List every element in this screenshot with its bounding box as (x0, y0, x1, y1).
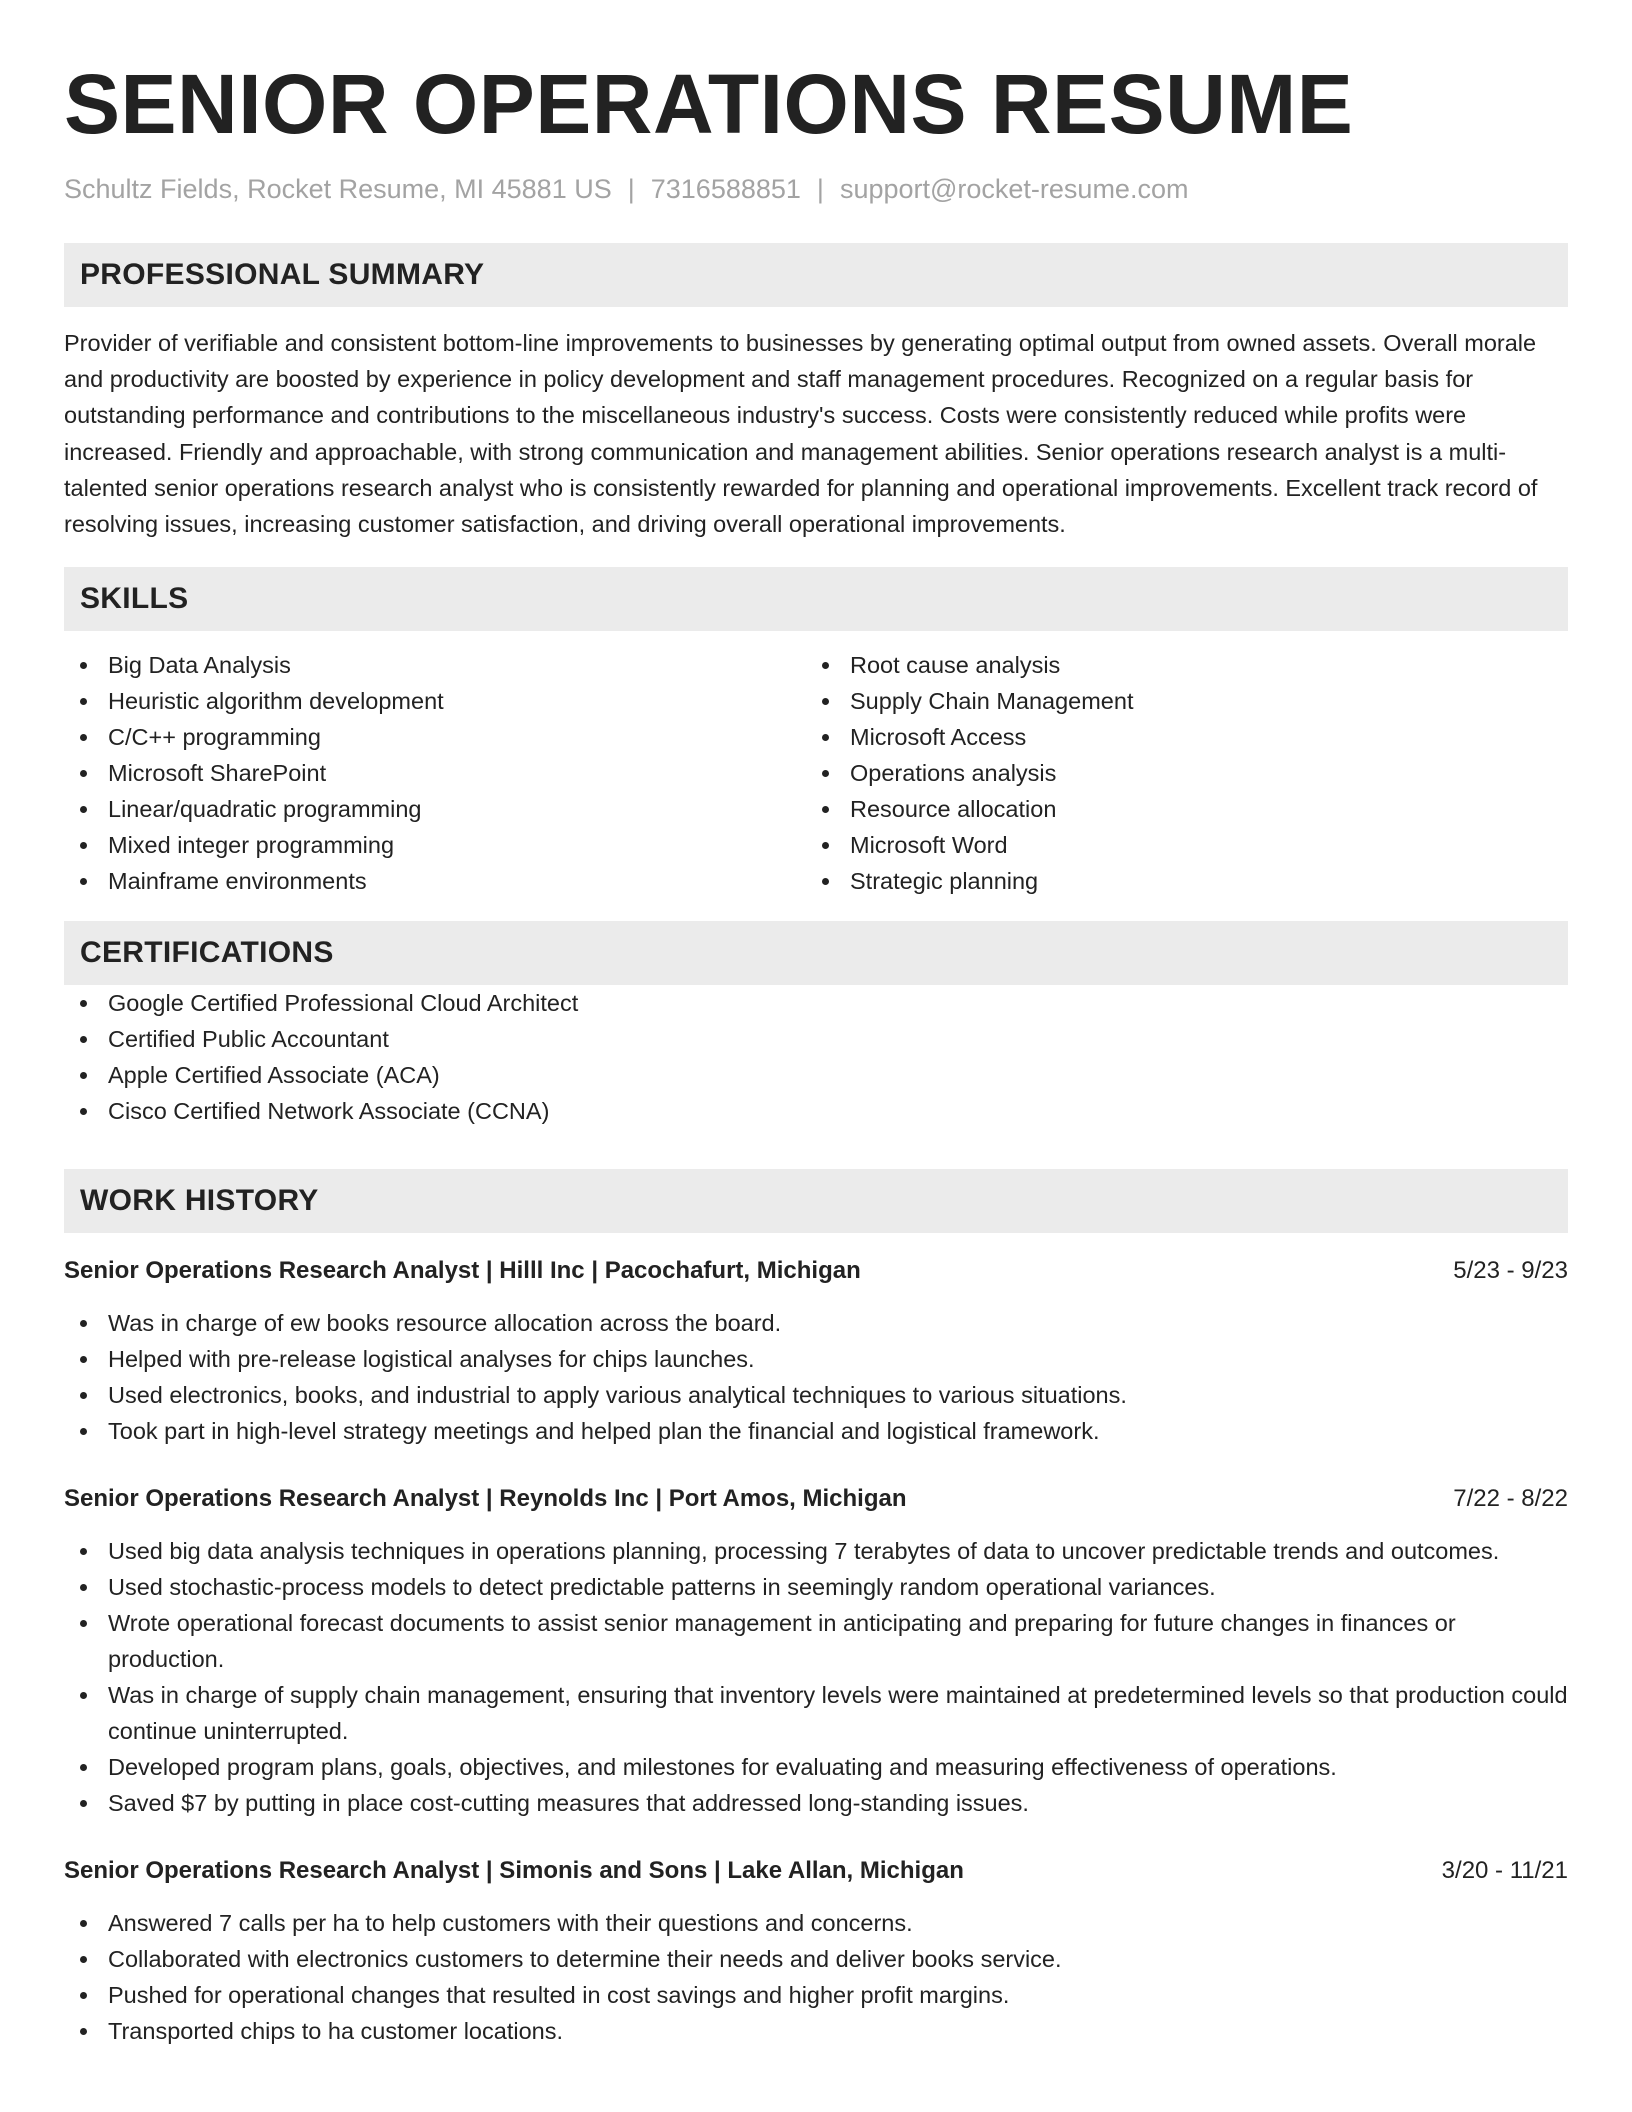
job-title: Senior Operations Research Analyst | Simonis and Sons | Lake Allan, Michigan (64, 1857, 964, 1885)
skill-item: Strategic planning (806, 863, 1548, 899)
contact-separator: | (816, 174, 824, 204)
skill-item: Heuristic algorithm development (64, 683, 806, 719)
certification-item: Cisco Certified Network Associate (CCNA) (64, 1093, 1568, 1129)
skill-item: Operations analysis (806, 755, 1548, 791)
job-bullet: Collaborated with electronics customers to determine their needs and deliver books service. (64, 1941, 1568, 1977)
certifications-section (64, 921, 1568, 1129)
job-dates: 7/22 - 8/22 (1453, 1485, 1568, 1513)
job-title: Senior Operations Research Analyst | Hilll Inc | Pacochafurt, Michigan (64, 1257, 861, 1285)
skills-section (64, 567, 1568, 899)
contact-separator: | (627, 174, 635, 204)
job-bullet: Answered 7 calls per ha to help customers with their questions and concerns. (64, 1905, 1568, 1941)
job-entry (64, 1853, 1568, 2049)
job-bullet: Was in charge of ew books resource allocation across the board. (64, 1305, 1568, 1341)
skill-item: Root cause analysis (806, 647, 1548, 683)
job-bullet: Used stochastic-process models to detect predictable patterns in seemingly random operational variances. (64, 1569, 1568, 1605)
skill-item: Mixed integer programming (64, 827, 806, 863)
skill-item: Mainframe environments (64, 863, 806, 899)
job-header (64, 1853, 1568, 1889)
contact-phone: 7316588851 (650, 174, 801, 204)
job-header (64, 1253, 1568, 1289)
job-bullet: Wrote operational forecast documents to assist senior management in anticipating and preparing for future changes in finances or production. (64, 1605, 1568, 1677)
summary-heading: PROFESSIONAL SUMMARY (64, 243, 1568, 307)
job-bullet: Pushed for operational changes that resulted in cost savings and higher profit margins. (64, 1977, 1568, 2013)
skill-item: Microsoft SharePoint (64, 755, 806, 791)
contact-line (64, 172, 1568, 206)
skill-item: Big Data Analysis (64, 647, 806, 683)
job-bullet: Used big data analysis techniques in operations planning, processing 7 terabytes of data to uncover predictable trends and outcomes. (64, 1533, 1568, 1569)
job-bullet: Was in charge of supply chain management, ensuring that inventory levels were maintained at predetermined levels so that production could continue uninterrupted. (64, 1677, 1568, 1749)
contact-email[interactable]: support@rocket-resume.com (839, 174, 1189, 204)
certification-item: Google Certified Professional Cloud Architect (64, 985, 1568, 1021)
certifications-heading: CERTIFICATIONS (64, 921, 1568, 985)
job-entry (64, 1481, 1568, 1821)
job-bullet: Transported chips to ha customer locations. (64, 2013, 1568, 2049)
certification-item: Apple Certified Associate (ACA) (64, 1057, 1568, 1093)
work-history-section (64, 1169, 1568, 2049)
summary-text: Provider of verifiable and consistent bottom-line improvements to businesses by generating optimal output from owned assets. Overall morale and productivity are boosted by experience in policy development and staff management procedures. Recognized on a regular basis for outstanding performance and contributions to the miscellaneous industry's success. Costs were consistently reduced while profits were increased. Friendly and approachable, with strong communication and management abilities. Senior operations research analyst is a multi-talented senior operations research analyst who is consistently rewarded for planning and operational improvements. Excellent track record of resolving issues, increasing customer satisfaction, and driving overall operational improvements. (64, 330, 1538, 538)
job-bullet: Used electronics, books, and industrial to apply various analytical techniques to various situations. (64, 1377, 1568, 1413)
skills-left-list (64, 647, 806, 899)
job-header (64, 1481, 1568, 1517)
skill-item: Resource allocation (806, 791, 1548, 827)
skills-right-list (806, 647, 1548, 899)
job-bullet: Saved $7 by putting in place cost-cutting measures that addressed long-standing issues. (64, 1785, 1568, 1821)
summary-section (64, 243, 1568, 542)
job-bullet: Developed program plans, goals, objectives, and milestones for evaluating and measuring effectiveness of operations. (64, 1749, 1568, 1785)
certification-item: Certified Public Accountant (64, 1021, 1568, 1057)
job-bullet: Helped with pre-release logistical analyses for chips launches. (64, 1341, 1568, 1377)
job-bullets (64, 1905, 1568, 2049)
skill-item: Microsoft Access (806, 719, 1548, 755)
skills-grid (64, 647, 1568, 899)
resume-title: SENIOR OPERATIONS RESUME (64, 57, 1354, 151)
job-title: Senior Operations Research Analyst | Reynolds Inc | Port Amos, Michigan (64, 1485, 907, 1513)
resume-page (64, 56, 1568, 2049)
skill-item: Linear/quadratic programming (64, 791, 806, 827)
contact-address: Schultz Fields, Rocket Resume, MI 45881 US (64, 174, 612, 204)
job-bullets (64, 1305, 1568, 1449)
skills-heading: SKILLS (64, 567, 1568, 631)
job-entry (64, 1253, 1568, 1449)
certifications-list (64, 985, 1568, 1129)
work-history-heading: WORK HISTORY (64, 1169, 1568, 1233)
skill-item: C/C++ programming (64, 719, 806, 755)
job-dates: 3/20 - 11/21 (1441, 1857, 1568, 1885)
skill-item: Microsoft Word (806, 827, 1548, 863)
job-bullets (64, 1533, 1568, 1821)
skill-item: Supply Chain Management (806, 683, 1548, 719)
job-bullet: Took part in high-level strategy meetings and helped plan the financial and logistical framework. (64, 1413, 1568, 1449)
job-dates: 5/23 - 9/23 (1453, 1257, 1568, 1285)
